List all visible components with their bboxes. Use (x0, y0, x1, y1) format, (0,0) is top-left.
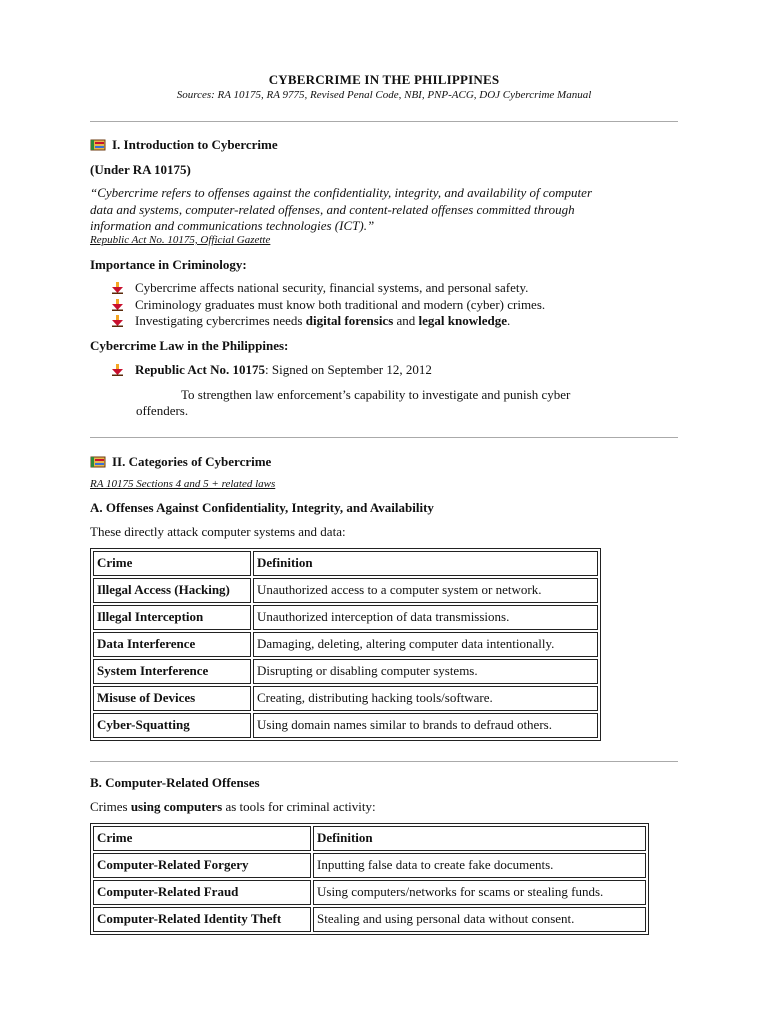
table-cell-definition: Unauthorized interception of data transmissions. (253, 605, 598, 630)
subsection-b-heading: B. Computer-Related Offenses (90, 775, 260, 790)
section-1-heading (90, 137, 278, 153)
document-title: CYBERCRIME IN THE PHILIPPINES (268, 72, 500, 87)
table-cell-definition: Inputting false data to create fake documents. (313, 853, 646, 878)
table-cell-definition: Unauthorized access to a computer system or network. (253, 578, 598, 603)
table-row (93, 578, 598, 603)
table-cell-definition: Using domain names similar to brands to defraud others. (253, 713, 598, 738)
list-item: Investigating cybercrimes needs digital forensics and legal knowledge. (112, 313, 545, 330)
table-cell-crime: Computer-Related Identity Theft (93, 907, 311, 932)
table-cell-definition: Stealing and using personal data without consent. (313, 907, 646, 932)
table-cell-definition: Damaging, deleting, altering computer data intentionally. (253, 632, 598, 657)
table-row (93, 713, 598, 738)
table-cell-crime: Computer-Related Forgery (93, 853, 311, 878)
section-2-citation: RA 10175 Sections 4 and 5 + related laws (90, 478, 276, 490)
list-item: Cybercrime affects national security, financial systems, and personal safety. (112, 280, 545, 297)
list-item: Criminology graduates must know both traditional and modern (cyber) crimes. (112, 297, 545, 314)
divider (90, 761, 678, 762)
table-row (93, 659, 598, 684)
table-cell-definition: Disrupting or disabling computer systems. (253, 659, 598, 684)
subsection-b-intro: Crimes using computers as tools for criminal activity: (90, 799, 376, 814)
importance-list (112, 280, 545, 330)
table-row (93, 853, 646, 878)
quote-line: “Cybercrime refers to offenses against the confidentiality, integrity, and availability of computer (90, 185, 592, 200)
down-arrow-bullet-icon (112, 299, 123, 311)
divider (90, 437, 678, 438)
book-icon (90, 139, 106, 151)
table-cell-crime: Illegal Access (Hacking) (93, 578, 251, 603)
table-header-cell: Definition (313, 826, 646, 851)
table-cell-crime: Data Interference (93, 632, 251, 657)
table-cell-crime: Computer-Related Fraud (93, 880, 311, 905)
table-cell-definition: Using computers/networks for scams or stealing funds. (313, 880, 646, 905)
down-arrow-bullet-icon (112, 364, 123, 376)
table-header-cell: Crime (93, 826, 311, 851)
table-header-cell: Crime (93, 551, 251, 576)
quote-line: information and communications technologies (ICT).” (90, 218, 375, 233)
law-heading: Cybercrime Law in the Philippines: (90, 338, 289, 353)
law-purpose-line-1: To strengthen law enforcement’s capability to investigate and punish cyber (181, 387, 571, 402)
table-row (93, 907, 646, 932)
quote-line: data and systems, computer-related offenses, and content-related offenses committed through (90, 201, 575, 217)
document-sources: Sources: RA 10175, RA 9775, Revised Penal Code, NBI, PNP-ACG, DOJ Cybercrime Manual (176, 89, 592, 101)
computer-related-offenses-table (90, 823, 649, 935)
table-cell-crime: Cyber-Squatting (93, 713, 251, 738)
down-arrow-bullet-icon (112, 282, 123, 294)
subsection-a-intro: These directly attack computer systems and data: (90, 524, 346, 539)
importance-heading: Importance in Criminology: (90, 257, 247, 272)
subsection-a-heading: A. Offenses Against Confidentiality, Integrity, and Availability (90, 500, 434, 515)
law-list (112, 362, 432, 379)
definition-quote (90, 185, 680, 235)
table-cell-crime: System Interference (93, 659, 251, 684)
table-row (93, 632, 598, 657)
down-arrow-bullet-icon (112, 315, 123, 327)
table-cell-definition: Creating, distributing hacking tools/software. (253, 686, 598, 711)
table-row (93, 686, 598, 711)
offenses-table (90, 548, 601, 741)
section-2-heading (90, 454, 271, 470)
section-2-title: II. Categories of Cybercrime (112, 454, 272, 469)
section-1-under: (Under RA 10175) (90, 162, 191, 177)
table-header-row (93, 551, 598, 576)
book-icon (90, 456, 106, 468)
table-cell-crime: Illegal Interception (93, 605, 251, 630)
section-1-title: I. Introduction to Cybercrime (112, 137, 278, 152)
table-header-row (93, 826, 646, 851)
list-item: Republic Act No. 10175: Signed on September 12, 2012 (112, 362, 432, 379)
table-header-cell: Definition (253, 551, 598, 576)
divider (90, 121, 678, 122)
table-row (93, 880, 646, 905)
table-row (93, 605, 598, 630)
law-purpose-line-2: offenders. (136, 403, 189, 418)
table-cell-crime: Misuse of Devices (93, 686, 251, 711)
quote-citation: Republic Act No. 10175, Official Gazette (90, 234, 271, 246)
